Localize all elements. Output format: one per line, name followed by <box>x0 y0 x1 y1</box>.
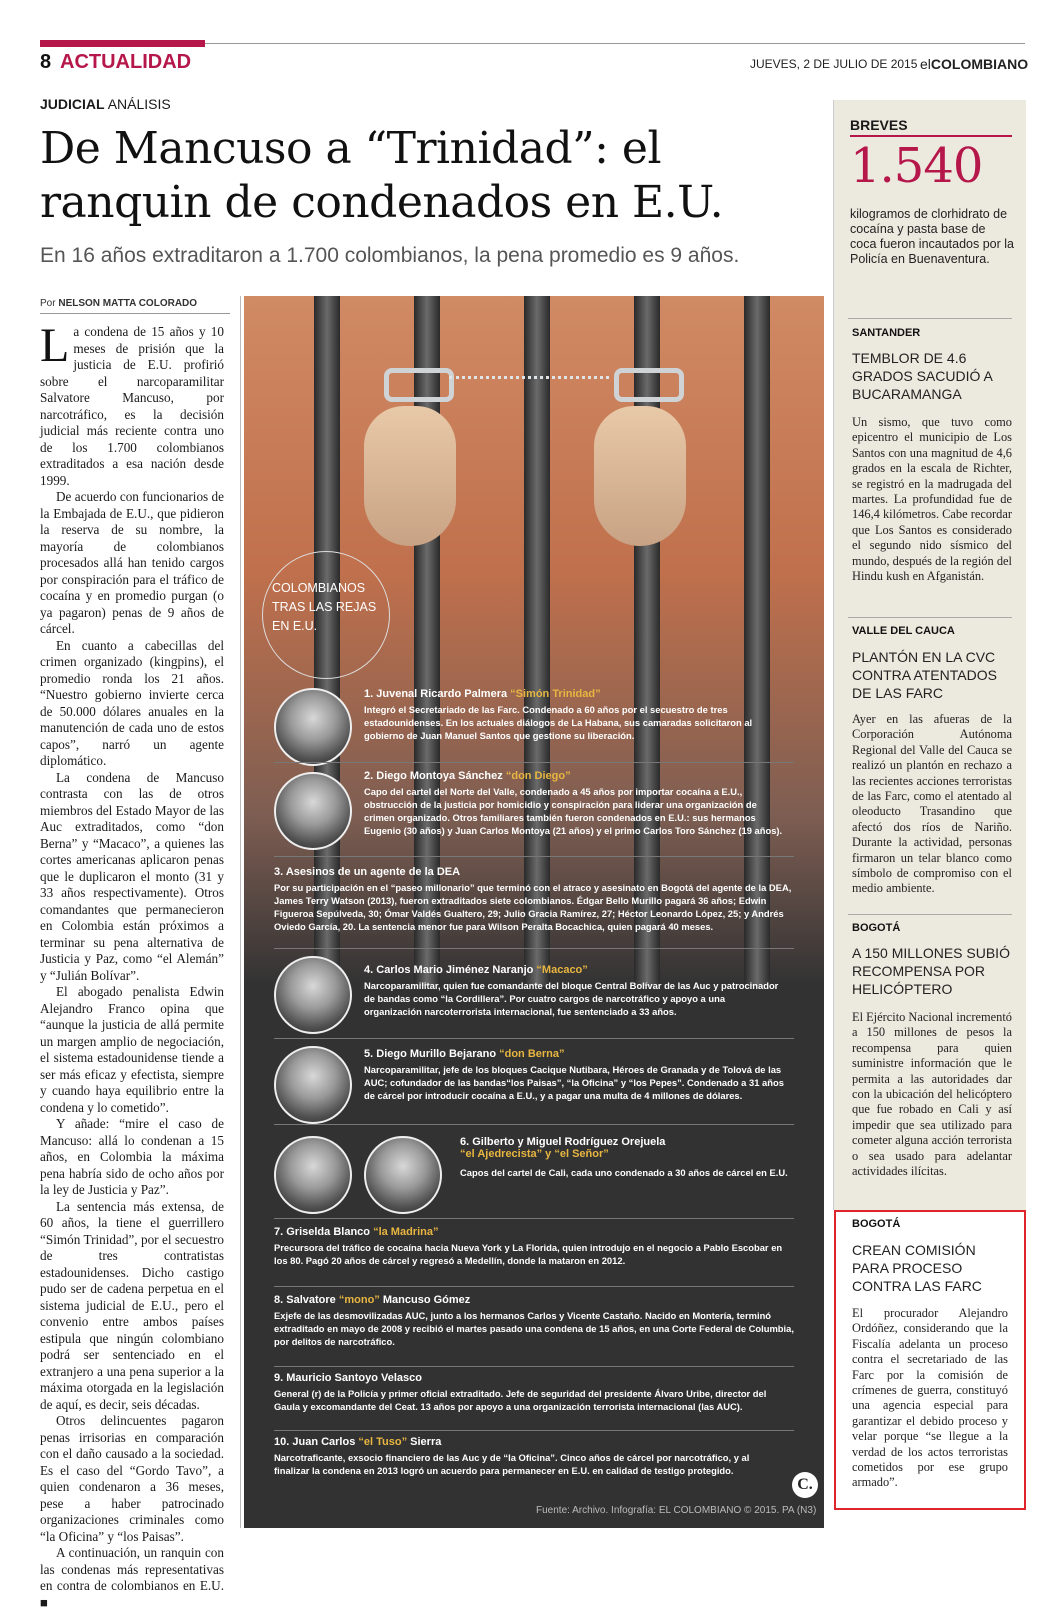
ranking-entry-6 <box>460 1136 790 1179</box>
entry-name: Diego Murillo Bejarano <box>376 1048 497 1060</box>
page-number: 8 <box>40 51 52 73</box>
brief-tag-valle: VALLE DEL CAUCA <box>852 625 955 637</box>
entry-name: Juvenal Ricardo Palmera <box>376 688 508 700</box>
entry-divider <box>274 1218 794 1219</box>
entry-name: Diego Montoya Sánchez <box>376 770 503 782</box>
paragraph-5: El abogado penalista Edwin Alejandro Franco opina que “aunque la justicia de allá permite un margen amplio de negociación, el sistema estadounidense tiende a ser más eficaz y efectista, siempre y cuando haya equilibrio entre la condena y lo cometido”. <box>40 984 224 1115</box>
entry-number: 9. <box>274 1372 284 1384</box>
ranking-entry-3 <box>274 866 794 933</box>
byline <box>40 298 197 309</box>
entry-name: Asesinos de un agente de la DEA <box>285 866 461 878</box>
entry-number: 6. <box>460 1136 470 1148</box>
entry-number: 3. <box>274 866 284 878</box>
entry-number: 10. <box>274 1436 290 1448</box>
paragraph-7: La sentencia más extensa, de 60 años, la tiene el guerrillero “Simón Trinidad”, por el secuestro de tres contratistas estadounidenses. Dicho castigo pudo ser de cadena perpetua en el sistema judicial de E.U., pero el convenio entre ambos países estipula que ningún colombiano podrá ser sentenciado en el extranjero a una pena superior a la máxima otorgada en la legislación de aquí, es decir, seis décadas. <box>40 1198 224 1412</box>
brief-body-bogota-1: El Ejército Nacional incrementó a 150 millones de pesos la recompensa para quien suministre información que le permita a las autoridades dar con la ubicación del helicóptero que fue robado en Cali y así impedir que sea utilizado para cometer alguna acción terrorista o sea usado para adelantar actividades ilícitas. <box>852 1010 1012 1179</box>
subheadline: En 16 años extraditaron a 1.700 colombianos, la pena promedio es 9 años. <box>40 244 740 267</box>
entry-name: Mauricio Santoyo Velasco <box>286 1372 422 1384</box>
entry-number: 1. <box>364 688 374 700</box>
ranking-entry-1 <box>364 688 784 742</box>
byline-prefix: Por <box>40 298 56 309</box>
entry-divider <box>274 762 794 763</box>
byline-author: NELSON MATTA COLORADO <box>58 298 198 309</box>
entry-alias: “Simón Trinidad” <box>510 688 601 700</box>
entry-divider <box>274 948 794 949</box>
left-hand <box>364 406 456 546</box>
headline-line-2: ranquin de condenados en E.U. <box>40 177 724 228</box>
ranking-entry-8 <box>274 1294 794 1348</box>
infographic-title: COLOMBIANOS TRAS LAS REJAS EN E.U. <box>272 581 377 633</box>
handcuff-chain <box>449 376 609 385</box>
entry-text: Narcoparamilitar, jefe de los bloques Cacique Nutibara, Héroes de Granada y de Tolová de las AUC; cofundador de las bandas“los Paisas”, “la Oficina” y “los Pepes”. Condenado a 31 años de cárcel por introducir cocaína a E.U., y a pagar una multa de 4 millones de dólares. <box>364 1064 784 1101</box>
paragraph-1 <box>40 319 224 489</box>
header-rule <box>205 43 1025 44</box>
entry-title <box>364 1048 784 1060</box>
el-colombiano-logo: C. <box>792 1472 818 1498</box>
infographic-panel <box>244 296 824 1528</box>
brief-headline-bogota-2: CREAN COMISIÓN PARA PROCESO CONTRA LAS FARC <box>852 1242 982 1294</box>
highlight-number: 1.540 <box>850 138 983 194</box>
entry-title <box>460 1136 790 1160</box>
entry-number: 4. <box>364 964 374 976</box>
entry-name-2: Mancuso Gómez <box>382 1294 471 1306</box>
entry-name-2: Sierra <box>410 1436 442 1448</box>
ranking-entry-2 <box>364 770 784 837</box>
entry-divider <box>274 1286 794 1287</box>
brand-name: COLOMBIANO <box>930 56 1029 72</box>
breves-title-rule <box>850 135 1012 137</box>
entry-divider <box>274 1124 794 1125</box>
brief-divider <box>848 617 1012 618</box>
entry-alias: “el Tuso” <box>358 1436 408 1448</box>
portrait-simon-trinidad <box>274 688 352 766</box>
section-color-bar <box>40 40 205 47</box>
entry-name: Carlos Mario Jiménez Naranjo <box>376 964 534 976</box>
kicker-bold: JUDICIAL <box>40 96 105 112</box>
entry-alias: “don Diego” <box>505 770 571 782</box>
entry-alias: “el Ajedrecista” y “el Señor” <box>460 1148 609 1160</box>
brief-divider <box>848 318 1012 319</box>
entry-name: Salvatore <box>286 1294 336 1306</box>
brief-headline-santander: TEMBLOR DE 4.6 GRADOS SACUDIÓ A BUCARAMANGA <box>852 350 993 402</box>
ranking-entry-5 <box>364 1048 784 1102</box>
issue-date: JUEVES, 2 DE JULIO DE 2015 <box>750 57 918 71</box>
brief-tag-bogota-1: BOGOTÁ <box>852 922 901 934</box>
entry-title <box>274 1294 794 1306</box>
entry-divider <box>274 1430 794 1431</box>
byline-rule <box>40 313 230 314</box>
entry-number: 8. <box>274 1294 284 1306</box>
article-kicker <box>40 96 171 112</box>
paragraph-4: La condena de Mancuso contrasta con las de otros miembros del Estado Mayor de las Auc extraditados, como “don Berna” y “Macaco”, a quienes las cortes americanas aplicaron penas que le duplicaron el monto (31 y 33 años respectivamente). Otros comandantes que permanecieron en Colombia están próximos a terminar su pena alternativa de Justicia y Paz, como “el Alemán” y “Julián Bolívar”. <box>40 769 224 983</box>
entry-text: Precursora del tráfico de cocaína hacia Nueva York y La Florida, quien introdujo en el negocio a Pablo Escobar en los 80. Pagó 20 años de cárcel y regresó a Medellín, donde la mataron en 2012. <box>274 1242 783 1266</box>
entry-text: General (r) de la Policía y primer oficial extraditado. Jefe de seguridad del presidente Álvaro Uribe, director del Gaula y excomandante del Ceat. 13 años por apoyo a una organización terrorista internacional (las AUC). <box>274 1388 767 1412</box>
handcuff-right <box>614 368 684 402</box>
entry-text: Narcoparamilitar, quien fue comandante del bloque Central Bolívar de las Auc y patrocinador de bandas como “la Cordillera”. Por cuatro cargos de narcotráfico y apoyo a una organización narcoterrorista internacional, fue sentenciado a 33 años. <box>364 980 779 1017</box>
column-divider <box>240 296 241 1528</box>
ranking-entry-4 <box>364 964 784 1018</box>
entry-alias: “Macaco” <box>536 964 588 976</box>
entry-number: 5. <box>364 1048 374 1060</box>
brief-body-santander: Un sismo, que tuvo como epicentro el municipio de Los Santos con una magnitud de 4,6 grados en la escala de Richter, se registró en la madrugada del martes. La profundidad fue de 146,4 kilómetros. Cabe recordar que Los Santos es considerado el segundo nido sísmico del mundo, después de la región del Hindu kush en Afganistán. <box>852 415 1012 584</box>
dropcap: L <box>40 319 70 372</box>
entry-title <box>274 866 794 878</box>
entry-text: Narcotraficante, exsocio financiero de las Auc y de “la Oficina”. Cinco años de cárcel por narcotráfico, y al finalizar la condena en 2013 logró un acuerdo para permanecer en E.U. en calidad de testigo protegido. <box>274 1452 750 1476</box>
entry-title <box>274 1226 794 1238</box>
brief-tag-santander: SANTANDER <box>852 327 921 339</box>
entry-divider <box>274 1038 794 1039</box>
breves-title: BREVES <box>850 117 908 133</box>
infographic-source: Fuente: Archivo. Infografía: EL COLOMBIANO © 2015. PA (N3) <box>536 1505 817 1516</box>
entry-alias: “mono” <box>338 1294 380 1306</box>
right-hand <box>594 406 686 546</box>
portrait-macaco <box>274 956 352 1034</box>
entry-name: Griselda Blanco <box>286 1226 371 1238</box>
ranking-entry-10 <box>274 1436 784 1477</box>
paragraph-3: En cuanto a cabecillas del crimen organizado (kingpins), el promedio ronda los 21 años. “Nuestro gobierno invierte cerca de 50.000 dólares anuales en la manutención de cada uno de estos capos”, narró un agente diplomático. <box>40 637 224 768</box>
entry-title <box>274 1372 794 1384</box>
ranking-entry-7 <box>274 1226 794 1267</box>
brief-body-valle: Ayer en las afueras de la Corporación Autónoma Regional del Valle del Cauca se realizó un plantón en rechazo a las recientes acciones terroristas de las Farc, como el atentado al oleoducto Trasandino que afectó dos ríos de Nariño. Durante la actividad, personas firmaron un telar blanco como símbolo de compromiso con el medio ambiente. <box>852 712 1012 896</box>
brief-headline-bogota-1: A 150 MILLONES SUBIÓ RECOMPENSA POR HELICÓPTERO <box>852 945 1010 997</box>
handcuff-left <box>384 368 454 402</box>
brief-divider <box>848 914 1012 915</box>
article-body <box>40 319 224 1611</box>
entry-alias: “la Madrina” <box>373 1226 439 1238</box>
brand-prefix: el <box>920 56 931 72</box>
ranking-entry-9 <box>274 1372 794 1413</box>
entry-number: 7. <box>274 1226 284 1238</box>
paragraph-9: A continuación, un ranquin con las condenas más representativas en contra de colombianos en E.U. ■ <box>40 1545 224 1610</box>
kicker-light: ANÁLISIS <box>107 96 171 112</box>
brief-headline-valle: PLANTÓN EN LA CVC CONTRA ATENTADOS DE LAS FARC <box>852 649 997 701</box>
highlight-text: kilogramos de clorhidrato de cocaína y pasta base de coca fueron incautados por la Policía en Buenaventura. <box>850 207 1014 266</box>
portrait-miguel-rodriguez <box>364 1136 442 1214</box>
entry-title <box>364 688 784 700</box>
entry-title <box>364 964 784 976</box>
newspaper-brand <box>920 56 1028 72</box>
entry-alias: “don Berna” <box>499 1048 565 1060</box>
paragraph-6: Y añade: “mire el caso de Mancuso: allá lo condenan a 15 años, en Colombia la máxima pena habría sido de ocho años por la ley de Justicia y Paz”. <box>40 1116 224 1197</box>
paragraph-8: Otros delincuentes pagaron penas irrisorias en comparación con el daño causado a la sociedad. Es el caso del “Gordo Tavo”, a quien condenaron a 36 meses, pese a haber patrocinado organizaciones criminales como “la Oficina” y “los Paisas”. <box>40 1413 224 1544</box>
entry-divider <box>274 1366 794 1367</box>
entry-divider <box>274 856 794 857</box>
entry-name: Gilberto y Miguel Rodríguez Orejuela <box>472 1136 666 1148</box>
entry-text: Exjefe de las desmovilizadas AUC, junto a los hermanos Carlos y Vicente Castaño. Nacido en Montería, terminó extraditado en mayo de 2008 y recibió el martes pasado una condena de 15 años, en una Corte Federal de Columbia, por delitos de narcotráfico. <box>274 1310 794 1347</box>
entry-text: Integró el Secretariado de las Farc. Condenado a 60 años por el secuestro de tres estadounidenses. En los actuales diálogos de La Habana, sus camaradas solicitaron al gobierno de Juan Manuel Santos que gestione su liberación. <box>364 704 753 741</box>
portrait-don-berna <box>274 1046 352 1124</box>
entry-number: 2. <box>364 770 374 782</box>
paragraph-text: a condena de 15 años y 10 meses de prisión que la justicia de E.U. profirió sobre el narcoparamilitar Salvatore Mancuso, por narcotráfico, es la decisión judicial más reciente contra uno de los 1.700 colombianos extraditados a esa nación desde 1999. <box>40 324 224 488</box>
entry-title <box>364 770 784 782</box>
entry-name: Juan Carlos <box>292 1436 356 1448</box>
headline-line-1: De Mancuso a “Trinidad”: el <box>40 123 662 174</box>
entry-text: Capos del cartel de Cali, cada uno condenado a 30 años de cárcel en E.U. <box>460 1167 788 1178</box>
brief-body-bogota-2: El procurador Alejandro Ordóñez, considerando que la Fiscalía adelanta un proceso contra el secretariado de las Farc por la comisión de crímenes de guerra, constituyó una agencia especial para garantizar el debido proceso y velar porque “se llegue a la verdad de los actos terroristas cometidos por ese grupo armado”. <box>852 1306 1008 1490</box>
brief-tag-bogota-2: BOGOTÁ <box>852 1218 901 1230</box>
paragraph-2: De acuerdo con funcionarios de la Embajada de E.U., que pidieron la reserva de su nombre, la mayoría de colombianos procesados allá han tenido cargos por conspiración para el tráfico de cocaína y en promedio purgan (o ya pagaron) penas de 9 años de cárcel. <box>40 489 224 636</box>
section-name: ACTUALIDAD <box>60 51 192 73</box>
entry-title <box>274 1436 784 1448</box>
headline <box>40 122 820 230</box>
entry-text: Capo del cartel del Norte del Valle, condenado a 45 años por importar cocaína a E.U., obstrucción de la justicia por homicidio y conspiración para liderar una organización de crimen organizado. Otros familiares también fueron condenados en E.U.: sus hermanos Eugenio (30 años) y Juan Carlos Montoya (21 años) y el primo Carlos Toro Sánchez (19 años). <box>364 786 783 836</box>
portrait-gilberto-rodriguez <box>274 1136 352 1214</box>
entry-text: Por su participación en el “paseo millonario” que terminó con el atraco y asesinato en Bogotá del agente de la DEA, James Terry Watson (2013), fueron extraditados siete colombianos. Édgar Bello Murillo pagará 36 años; Edwin Figueroa Sepúlveda, 30; Ómar Valdés Gualtero, 29; Julio Gracia Ramírez, 27; Héctor Leonardo López, 25; y Andrés Oviedo García, 20. La sentencia menor fue para Wilson Peralta Bocachica, quien pagará 40 meses. <box>274 882 792 932</box>
portrait-don-diego <box>274 772 352 850</box>
